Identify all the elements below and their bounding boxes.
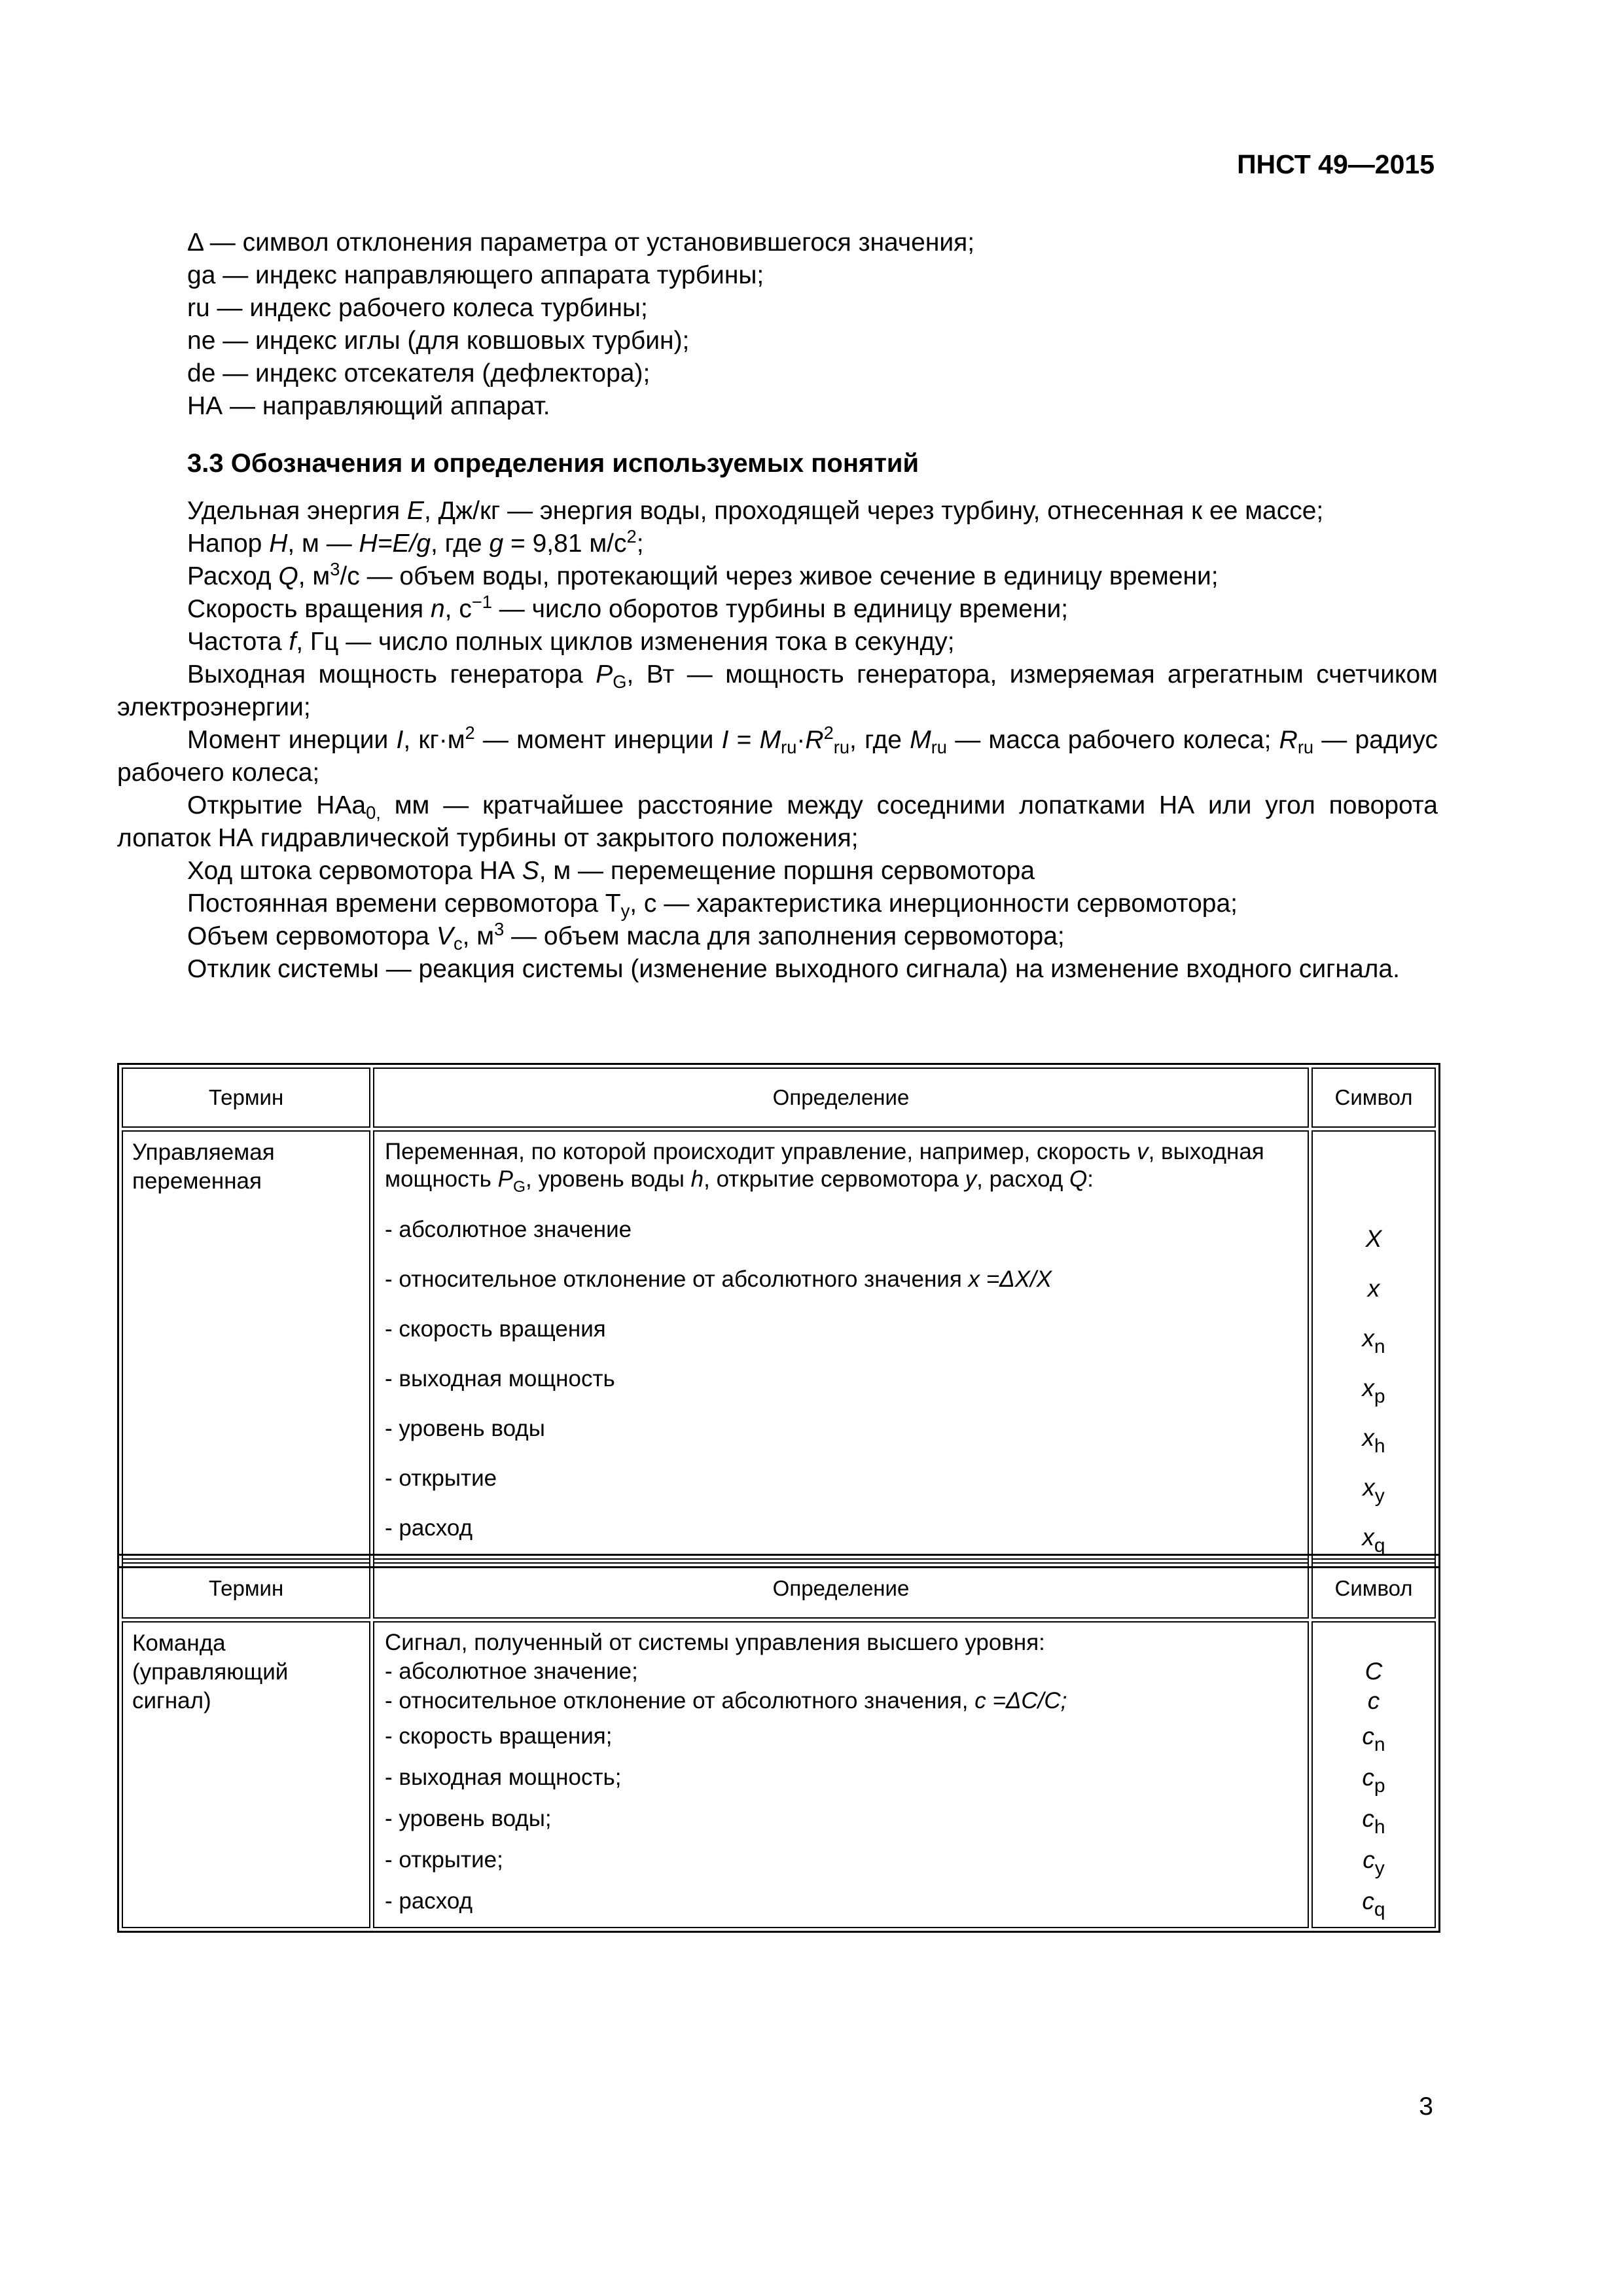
symbol-item: ga — индекс направляющего аппарата турбины; xyxy=(187,261,764,289)
symbol-value: $x_q$ xyxy=(1362,1524,1385,1556)
definition-servo-stroke: Ход штока сервомотора НА S, м — перемещение поршня сервомотора xyxy=(187,857,1035,885)
table-header-row xyxy=(122,1067,1436,1128)
header-term: Термин xyxy=(122,1067,370,1128)
table-row xyxy=(122,1130,1436,1564)
section-title: 3.3 Обозначения и определения используемых понятий xyxy=(187,449,919,478)
symbol-value: c xyxy=(1367,1687,1380,1714)
symbol-item: Δ — символ отклонения параметра от установившегося значения; xyxy=(187,228,975,257)
header-symbol: Символ xyxy=(1311,1558,1436,1619)
symbol-item: ne — индекс иглы (для ковшовых турбин); xyxy=(187,327,690,355)
list-item: - выходная мощность; xyxy=(385,1765,622,1790)
definition-opening: Открытие НАa$_{0,}$ мм — кратчайшее расстояние между соседними лопатками НА или угол поворота лопаток НА гидравлической турбины от закрытого положения; xyxy=(117,791,1438,852)
header-symbol: Символ xyxy=(1311,1067,1436,1128)
list-item: - уровень воды; xyxy=(385,1806,552,1831)
list-item: - абсолютное значение xyxy=(385,1217,632,1242)
definition-cell xyxy=(373,1621,1309,1928)
symbol-item: ru — индекс рабочего колеса турбины; xyxy=(187,294,648,322)
symbols-list xyxy=(187,226,1444,423)
symbol-item: de — индекс отсекателя (дефлектора); xyxy=(187,359,651,387)
term-cell: Команда (управляющий сигнал) xyxy=(122,1621,370,1928)
definition-cell xyxy=(373,1130,1309,1564)
symbol-value: $c_h$ xyxy=(1362,1805,1385,1838)
list-item: - расход xyxy=(385,1888,473,1914)
symbol-value: X xyxy=(1365,1225,1382,1252)
list-item: - относительное отклонение от абсолютного значения, c =ΔC/C; xyxy=(385,1688,1067,1713)
symbol-value: $x_p$ xyxy=(1362,1374,1385,1407)
symbol-value: $c_p$ xyxy=(1362,1764,1385,1797)
table-row xyxy=(122,1621,1436,1928)
symbol-value: $c_q$ xyxy=(1362,1888,1385,1920)
page-number: 3 xyxy=(1419,2092,1433,2121)
term-cell: Управляемая переменная xyxy=(122,1130,370,1564)
definition-intro: Переменная, по которой происходит управление, например, скорость v, выходная мощность $P_G$, уровень воды h, открытие сервомотора y, расход Q: xyxy=(385,1139,1264,1196)
definition-specific-energy: Удельная энергия E, Дж/кг — энергия воды, проходящей через турбину, отнесенная к ее массе; xyxy=(187,497,1324,525)
definition-servo-time-constant: Постоянная времени сервомотора $Т_у$, с — характеристика инерционности сервомотора; xyxy=(187,889,1238,921)
symbol-value: $x_h$ xyxy=(1362,1424,1385,1457)
symbol-value: $c_n$ xyxy=(1362,1723,1385,1755)
symbol-value: $c_y$ xyxy=(1363,1846,1385,1879)
definition-moment-of-inertia: Момент инерции I, $кг\cdot м^2$ — момент инерции $I = M_{ru}\cdot R^2_{ru}$, где $M_{ru}$ — масса рабочего колеса; $R_{ru}$ — радиус рабочего колеса; xyxy=(117,723,1438,787)
list-item: - открытие xyxy=(385,1465,497,1491)
list-item: - скорость вращения; xyxy=(385,1723,613,1749)
list-item: - скорость вращения xyxy=(385,1316,606,1342)
list-item: - расход xyxy=(385,1515,473,1541)
symbol-value: $x_n$ xyxy=(1362,1325,1385,1357)
symbol-value: C xyxy=(1364,1658,1383,1685)
symbol-value: x xyxy=(1367,1275,1380,1302)
definition-output-power: Выходная мощность генератора $P_G$, Вт — мощность генератора, измеряемая агрегатным счетчиком электроэнергии; xyxy=(117,660,1438,721)
header-term: Термин xyxy=(122,1558,370,1619)
definition-system-response: Отклик системы — реакция системы (изменение выходного сигнала) на изменение входного сигнала. xyxy=(187,955,1400,983)
definition-intro: Сигнал, полученный от системы управления высшего уровня: xyxy=(385,1630,1045,1655)
definition-servo-volume: Объем сервомотора $V_c$, $м^3$ — объем масла для заполнения сервомотора; xyxy=(187,919,1065,954)
symbol-cell xyxy=(1311,1130,1436,1564)
list-item: - абсолютное значение; xyxy=(385,1659,638,1684)
list-item: - открытие; xyxy=(385,1847,503,1873)
symbol-item: НА — направляющий аппарат. xyxy=(187,392,550,420)
symbol-value: $x_y$ xyxy=(1363,1474,1385,1507)
definition-frequency: Частота f, Гц — число полных циклов изменения тока в секунду; xyxy=(187,628,955,656)
list-item: - относительное отклонение от абсолютного значения x =ΔX/X xyxy=(385,1266,1052,1292)
terms-table-command xyxy=(117,1554,1440,1933)
header-definition: Определение xyxy=(373,1558,1309,1619)
definition-rows xyxy=(374,1657,1308,1715)
list-item: - выходная мощность xyxy=(385,1366,615,1391)
document-code: ПНСТ 49—2015 xyxy=(1237,149,1435,179)
symbol-cell xyxy=(1311,1621,1436,1928)
header-definition: Определение xyxy=(373,1067,1309,1128)
table-header-row xyxy=(122,1558,1436,1619)
definition-head: Напор H, м — H=E/g, где g = 9,81 $м/с^2$; xyxy=(187,526,644,558)
terms-table-controlled-variable xyxy=(117,1063,1440,1568)
definition-rotation-speed: Скорость вращения n, $с^{-1}$ — число оборотов турбины в единицу времени; xyxy=(187,592,1069,623)
definitions-text xyxy=(117,495,1438,986)
definition-rows xyxy=(374,1205,1308,1553)
list-item: - уровень воды xyxy=(385,1416,545,1441)
definition-flow: Расход Q, $м^3/с$ — объем воды, протекающий через живое сечение в единицу времени; xyxy=(187,559,1219,590)
